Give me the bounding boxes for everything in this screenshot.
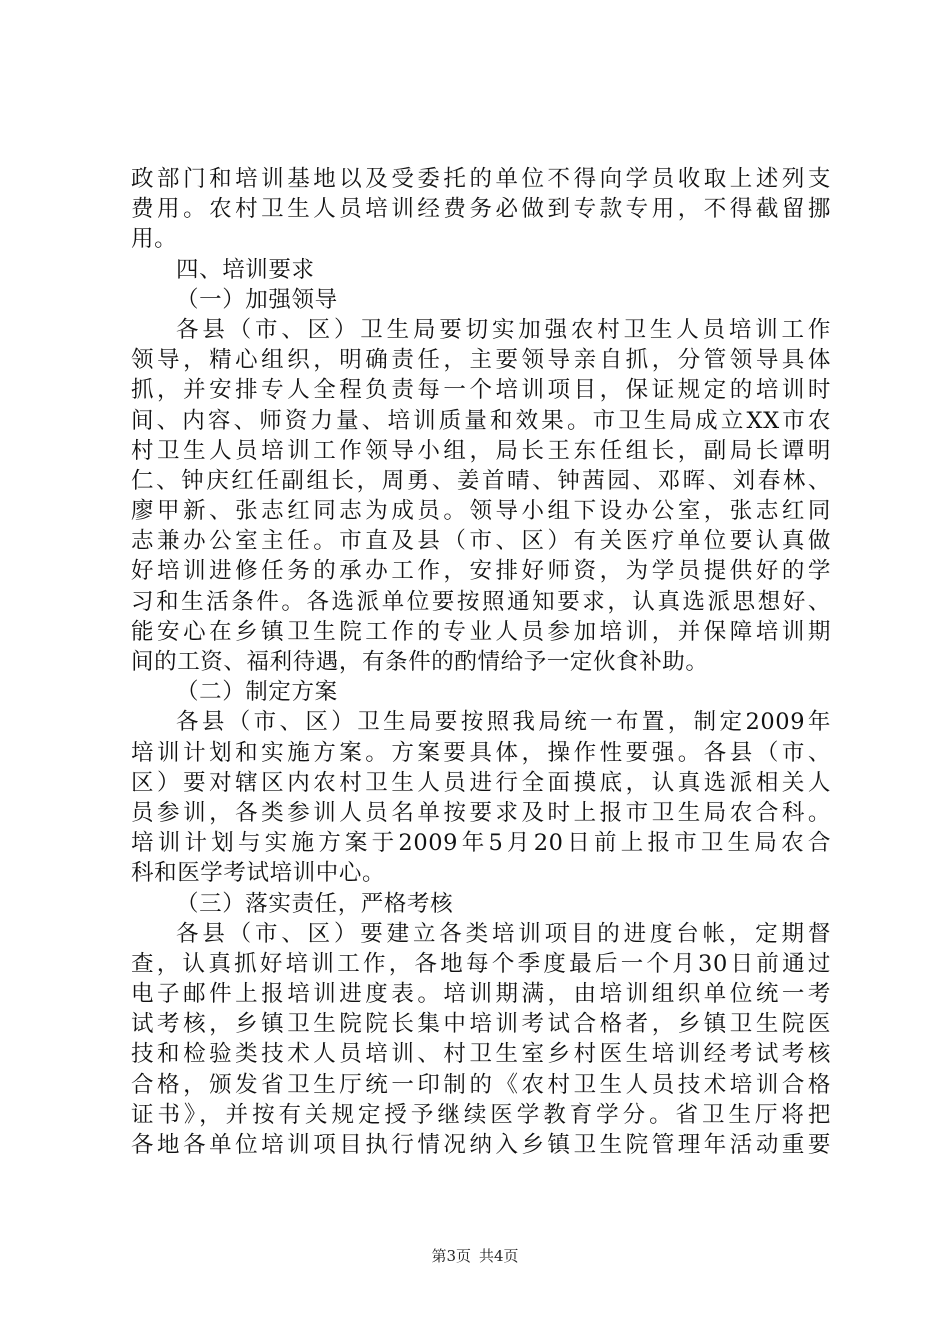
text-line: 用。: [131, 226, 178, 253]
text-line: 村卫生人员培训工作领导小组，局长王东任组长，副局长谭明: [131, 437, 831, 464]
text-line: 间的工资、福利待遇，有条件的酌情给予一定伙食补助。: [131, 649, 709, 675]
page-footer: [0, 1246, 950, 1266]
text-line: 各地各单位培训项目执行情况纳入乡镇卫生院管理年活动重要: [131, 1132, 831, 1158]
text-line: 廖甲新、张志红同志为成员。领导小组下设办公室，张志红同: [131, 498, 831, 525]
text-line: 技和检验类技术人员培训、村卫生室乡村医生培训经考试考核: [131, 1041, 831, 1068]
page-number: 第3页: [431, 1247, 471, 1265]
text-line: 政部门和培训基地以及受委托的单位不得向学员收取上述列支: [131, 166, 831, 192]
text-line: 区）要对辖区内农村卫生人员进行全面摸底，认真选派相关人: [131, 769, 831, 796]
text-line: （三）落实责任，严格考核: [176, 890, 454, 917]
text-line: 四、培训要求: [176, 256, 315, 283]
text-line: 员参训，各类参训人员名单按要求及时上报市卫生局农合科。: [131, 799, 831, 826]
page-total: 共4页: [479, 1247, 519, 1265]
text-line: 能安心在乡镇卫生院工作的专业人员参加培训，并保障培训期: [131, 618, 831, 645]
text-line: 各县（市、区）卫生局要按照我局统一布置，制定2009年: [176, 709, 831, 736]
text-line: 各县（市、区）卫生局要切实加强农村卫生人员培训工作: [176, 316, 831, 343]
text-line: 试考核，乡镇卫生院院长集中培训考试合格者，乡镇卫生院医: [131, 1011, 831, 1038]
text-line: 电子邮件上报培训进度表。培训期满，由培训组织单位统一考: [131, 981, 831, 1008]
text-line: 科和医学考试培训中心。: [131, 860, 386, 887]
text-line: （一）加强领导: [176, 286, 338, 313]
text-line: 习和生活条件。各选派单位要按照通知要求，认真选派思想好、: [131, 588, 831, 615]
text-line: 志兼办公室主任。市直及县（市、区）有关医疗单位要认真做: [131, 528, 831, 555]
text-line: 抓，并安排专人全程负责每一个培训项目，保证规定的培训时: [131, 377, 831, 404]
text-line: （二）制定方案: [176, 679, 338, 706]
text-line: 查，认真抓好培训工作，各地每个季度最后一个月30日前通过: [131, 950, 831, 977]
text-line: 各县（市、区）要建立各类培训项目的进度台帐，定期督: [176, 920, 831, 947]
text-line: 领导，精心组织，明确责任，主要领导亲自抓，分管领导具体: [131, 347, 831, 374]
document-body: [131, 164, 831, 1160]
text-line: 合格，颁发省卫生厅统一印制的《农村卫生人员技术培训合格: [131, 1071, 831, 1098]
text-line: 培训计划与实施方案于2009年5月20日前上报市卫生局农合: [131, 830, 831, 857]
text-line: 好培训进修任务的承办工作，安排好师资，为学员提供好的学: [131, 558, 831, 585]
text-line: 证书》，并按有关规定授予继续医学教育学分。省卫生厅将把: [131, 1101, 831, 1128]
text-line: 间、内容、师资力量、培训质量和效果。市卫生局成立XX市农: [131, 407, 831, 434]
text-line: 仁、钟庆红任副组长，周勇、姜首晴、钟茜园、邓晖、刘春林、: [131, 467, 831, 494]
text-line: 费用。农村卫生人员培训经费务必做到专款专用，不得截留挪: [131, 196, 831, 223]
text-line: 培训计划和实施方案。方案要具体，操作性要强。各县（市、: [131, 739, 831, 766]
